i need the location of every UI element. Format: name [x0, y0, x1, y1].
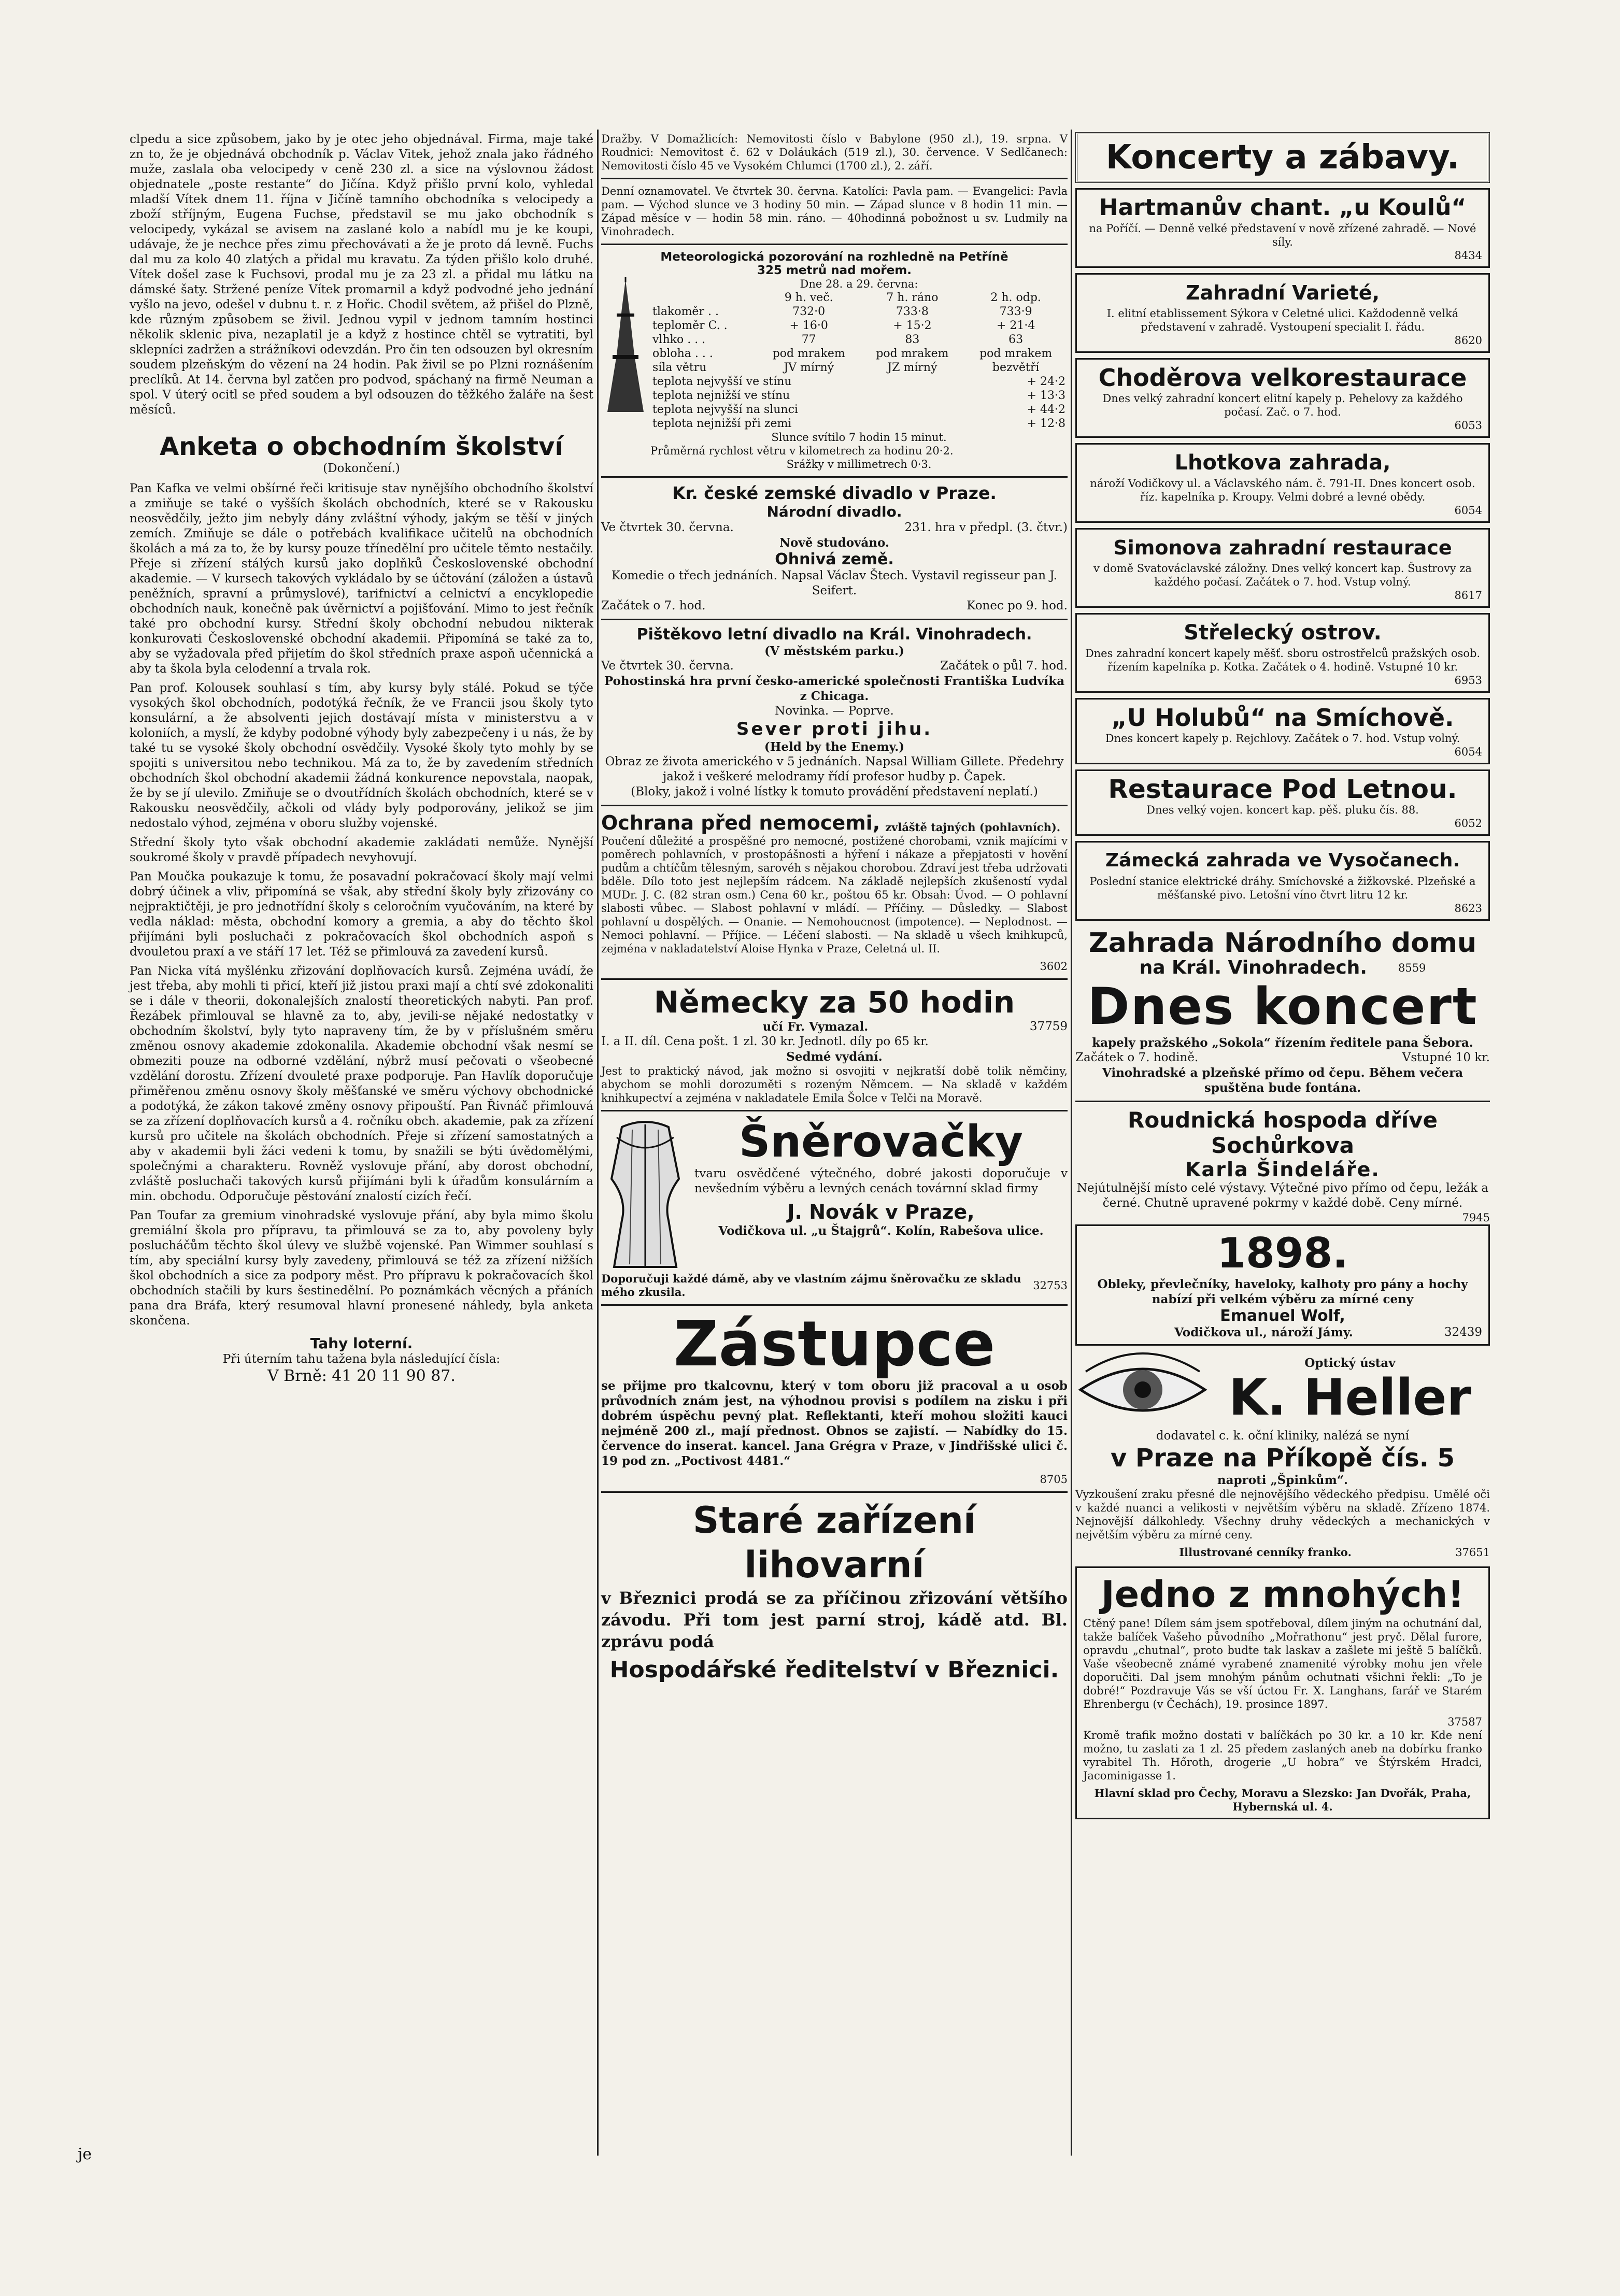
margin-mark: je — [78, 2145, 92, 2163]
lihovar-ad — [601, 1498, 1068, 1684]
zahrada-number: 8559 — [1398, 961, 1426, 974]
pistek-new: Novinka. — Poprve. — [775, 704, 894, 718]
nemecky-author: učí Fr. Vymazal. — [762, 1020, 869, 1034]
jedno-title: Jedno z mnohých! — [1101, 1573, 1465, 1616]
heller-text: Vyzkoušení zraku přesné dle nejnovějšího vědeckého předpisu. Umělé oči v každé nuanci a velikosti v největším výběru na skladě. Zřízeno 1874. Nejnovější dálkohledy. Všechny druhy vědeckých a mechanických v největším výběru za mírné ceny. — [1075, 1488, 1490, 1541]
concert-ad — [1075, 358, 1490, 438]
corset-icon — [601, 1117, 689, 1272]
meteo-row: obloha . . . pod mrakem pod mrakem pod mrakem — [652, 347, 1053, 360]
theatre-listing — [601, 483, 1068, 614]
theatre-end: Konec po 9. hod. — [967, 599, 1068, 612]
wolf-text: Obleky, převlečníky, haveloky, kalhoty pro pány a hochy nabízí při velkém výběru za mírné ceny — [1097, 1277, 1468, 1306]
roudnicka-ad — [1075, 1107, 1490, 1224]
concert-ad-text: Dnes zahradní koncert kapely měšť. sboru ostrostřelců pražských osob. řízením kapelníka p. Kotka. Začátek o 4. hodině. Vstupné 10 kr. — [1085, 647, 1481, 673]
lihovar-text: v Březnici prodá se za příčinou zřizování většího závodu. Při tom jest parní stroj, kádě atd. Bl. zprávu podá — [601, 1588, 1068, 1651]
heller-subtitle: dodavatel c. k. oční kliniky, nalézá se nyní — [1156, 1429, 1410, 1443]
pistek-play: Sever proti jihu. — [736, 719, 933, 739]
zahrada-title: Zahrada Národního domu — [1088, 928, 1476, 959]
zastupce-ad — [601, 1308, 1068, 1486]
nemecky-text: Jest to praktický návod, jak možno si osvojiti v nejkratší době tolik němčiny, abychom se mohli dorozuměti s rozeným Němcem. — Na skladě v každém knihkupectví a zejména v nakladatele Emila Šolce v Telči na Moravě. — [601, 1065, 1068, 1104]
meteo-extra-row: teplota nejvyšší na slunci + 44·2 — [652, 403, 1065, 416]
zahrada-fee: Vstupné 10 kr. — [1402, 1051, 1490, 1064]
jedno-ad — [1075, 1566, 1490, 1819]
concert-ad-text: I. elitní etablissement Sýkora v Celetné ulici. Každodenně velká představení v zahradě. Vystoupení specialit I. řádu. — [1106, 307, 1459, 333]
heller-ad — [1075, 1351, 1490, 1559]
concert-ad-text: Dnes velký vojen. koncert kap. pěš. pluku čís. 88. — [1146, 804, 1419, 816]
meteo-row: teploměr C. . + 16·0 + 15·2 + 21·4 — [652, 319, 1035, 332]
heller-catalogue: Illustrované cenníky franko. — [1179, 1546, 1352, 1559]
heller-name: K. Heller — [1229, 1368, 1471, 1427]
concert-ad-number: 6953 — [1454, 674, 1482, 687]
meteo-col-head: 2 h. odp. — [990, 291, 1041, 304]
meteo-row: síla větru JV mírný JZ mírný bezvětří — [652, 361, 1040, 374]
wolf-ad — [1075, 1224, 1490, 1346]
lihovar-signer: Hospodářské ředitelství v Březnici. — [609, 1657, 1059, 1683]
heller-address: v Praze na Příkopě čís. 5 — [1110, 1444, 1455, 1473]
concert-ad-title: Zámecká zahrada ve Vysočanech. — [1105, 850, 1460, 871]
concert-ad-title: Lhotkova zahrada, — [1174, 451, 1391, 475]
zahrada-start: Začátek o 7. hodině. — [1075, 1051, 1199, 1064]
theatre-performance: 231. hra v předpl. (3. čtvr.) — [904, 521, 1068, 534]
concert-ad-title: Restaurace Pod Letnou. — [1108, 774, 1457, 804]
zahrada-big: Dnes koncert — [1087, 977, 1478, 1036]
nemecky-title: Německy za 50 hodin — [653, 985, 1015, 1020]
meteo-extra-row: teplota nejnižší při zemi + 12·8 — [652, 417, 1065, 430]
nemecky-ad — [601, 985, 1068, 1105]
pistek-date: Ve čtvrtek 30. června. — [601, 659, 734, 673]
snerovacky-title: Šněrovačky — [738, 1116, 1024, 1167]
wolf-name: Emanuel Wolf, — [1220, 1307, 1345, 1325]
pistek-subtitle: (V městském parku.) — [764, 644, 904, 658]
lottery-text: Při úterním tahu tažena byla následující čísla: — [222, 1352, 501, 1366]
article-paragraph: Pan Nicka vítá myšlénku zřizování doplňovacích kursů. Zejména uvádí, že jest třeba, aby mohli ti přicí, kteří již jistou praxi mají a chtí své zdokonaliti se i dále v theorii, dokonalejších znalostí theoretických nabyti. Pan prof. Řezábek přimlouval se hlavně za to, aby, jevili-se nějaké nedostatky v obchodním školství, byly tyto napraveny tím, že by v příslušném směru změnou osnovy akademie zdokonalila. Akademie obchodní však nesmí se obmeziti pouze na odborné vzdělání, nýbrž musí pečovati o všeobecné vzdělání dorostu. Zřízení dvouleté praxe podporuje. Pan Havlík doporučuje přiměřenou změnu osnovy školy měšťanské ve směru výchovy obchodnické a podotýká, že zákon takové změny osnovy připouští. Pan Řivnáč přimlouvá se za zřízení doplňovacích kursů a 4. ročníku obch. akademie, pak za zřízení kursů pro učitele na školách obchodních. Přeje si zřízení samostatných a aby v akademii byli žáci vedeni k tomu, by snažili se býti úvědomělými, společnými a charakteru. Rovněž vyslovuje přání, aby dorost obchodní, zvláště posluchači takových kursů přijímáni byli k úřadům konsulárním a min. obchodu. Odporučuje pěstování znalostí cizích řečí. — [130, 964, 593, 1203]
meteo-row: vlhko . . . 77 83 63 — [652, 333, 1024, 346]
article-paragraph: Pan prof. Kolousek souhlasí s tím, aby kursy byly stálé. Pokud se týče vysokých škol obchodních, podotýká řečník, že ve Francii jsou školy tyto konsulární, a že absolventi jejich dostávají místa v ministerstvu a v koloniích, a myslí, že kdyby podobné výhody byly zabezpečeny i u nás, že by také tu se vysoké školy obchodní osvědčily. Vysoké školy tyto mohly by se spojiti s universitou nebo technikou. Má za to, že by zavedením středních obchodních škol obchodní akademii žádná konkurence nepovstala, naopak, že by se jí ulevilo. Zmiňuje se o dvoutřídních školách obchodních, které se v Rakousku neosvědčily, ačkoli od vlády byly podporovány, jelikož se jim nedostalo výhod, zejména v oboru služby vojenské. — [130, 681, 593, 830]
concert-ad-text: Poslední stanice elektrické dráhy. Smíchovské a žižkovské. Plzeňské a měšťanské pivo. Letošní víno čtvrt litru 12 kr. — [1089, 875, 1476, 901]
roudnicka-owner: Karla Šindeláře. — [1185, 1158, 1380, 1181]
article-paragraph: Pan Toufar za gremium vinohradské vyslovuje přání, aby byla mimo školu gremiální škola pro přípravu, ta přimlouvá se za to, aby povoleny byly poslucháčům těchto škol úlevy ve službě vojenské. Pan Wimmer souhlasí s tím, aby speciální kursy byly zavedeny, přimlouvá se též za zřízení nižších škol obchodních a sice za podpory měst. Pro přípravu k pokračovacích škol obchodních stačili by kurs šestinedělní. Po poznámkách věcných a přáních pana dra Bráfa, který resumoval hlavní pronesené náhledy, byla anketa skončena. — [130, 1209, 593, 1328]
concert-ad-text: v domě Svatováclavské záložny. Dnes velký koncert kap. Šustrovy za každého počasí. Začátek o 7. hod. Vstup volný. — [1093, 562, 1472, 588]
concert-ad — [1075, 613, 1490, 693]
pistek-note: (Bloky, jakož i volné lístky k tomuto provádění představení neplatí.) — [631, 785, 1038, 798]
nemecky-edition: Sedmé vydání. — [786, 1050, 883, 1064]
concert-ad-text: Dnes koncert kapely p. Rejchlovy. Začátek o 7. hod. Vstup volný. — [1105, 732, 1460, 745]
auctions-notice: Dražby. V Domažlicích: Nemovitosti číslo v Babylone (950 zl.), 19. srpna. V Roudnici: Nemovitost č. 62 v Doláukách (519 zl.), 30. července. V Sedlčanech: Nemovitosti číslo 45 ve Vysokém Chlumci (1700 zl.), 2. září. — [601, 133, 1068, 172]
meteo-extra-row: teplota nejnižší ve stínu + 13·3 — [652, 389, 1065, 402]
concert-ad — [1075, 273, 1490, 353]
concert-ad-number: 8620 — [1454, 334, 1482, 347]
concert-ad-title: Hartmanův chant. „u Koulů“ — [1099, 194, 1467, 221]
snerovacky-note: Doporučuji každé dámě, aby ve vlastním zájmu šněrovačku ze skladu mého zkusila. — [601, 1272, 1021, 1299]
wolf-number: 32439 — [1444, 1325, 1482, 1339]
concert-ad-number: 6052 — [1454, 817, 1482, 830]
concert-ad-number: 8617 — [1454, 589, 1482, 602]
meteo-date: Dne 28. a 29. června: — [800, 278, 918, 290]
concert-ad — [1075, 841, 1490, 921]
theatre-subtitle: Národní divadlo. — [766, 503, 902, 520]
zahrada-beer: Vinohradské a plzeňské přímo od čepu. Během večera spuštěna bude fontána. — [1102, 1066, 1463, 1095]
meteo-sun: Slunce svítilo 7 hodin 15 minut. — [771, 431, 947, 444]
jedno-sklad: Hlavní sklad pro Čechy, Moravu a Slezsko: Jan Dvořák, Praha, Hybernská ul. 4. — [1094, 1787, 1471, 1813]
concert-ad-text: Dnes velký zahradní koncert elitní kapely p. Pehelovy za každého počasí. Zač. o 7. hod. — [1102, 392, 1463, 418]
roudnicka-title: Roudnická hospoda dříve Sochůrkova — [1128, 1107, 1438, 1158]
zahrada-text: kapely pražského „Sokola“ řízením ředitele pana Šebora. — [1092, 1036, 1473, 1050]
concert-ad-number: 8434 — [1454, 249, 1482, 262]
daily-notice: Denní oznamovatel. Ve čtvrtek 30. června. Katolíci: Pavla pam. — Evangelici: Pavla pam. — Východ slunce ve 3 hodiny 50 min. — Západ slunce v 8 hodin 11 min. — Západ měsíce v — hodin 58 min. ráno. — 40hodinná pobožnost u sv. Ludmily na Vinohradech. — [601, 185, 1068, 238]
lottery-numbers: V Brně: 41 20 11 90 87. — [267, 1367, 456, 1385]
snerovacky-ad — [601, 1117, 1068, 1299]
concert-ad-title: Simonova zahradní restaurace — [1113, 536, 1452, 559]
heller-label: Optický ústav — [1304, 1356, 1396, 1370]
zastupce-text: se přijme pro tkalcovnu, který v tom oboru již pracoval a u osob průvodních znám jest, na výhodnou provisi s podílem na zisku i při dobrém úspěchu pevný plat. Reflektanti, kteří mohou složiti kauci nejméně 200 zl., mají přednost. Obnos se zajistí. — Nabídky do 15. července do inserat. kancel. Jana Grégra v Praze, v Jindřišské ulici č. 19 pod zn. „Poctivost 4481.“ — [601, 1379, 1068, 1468]
concert-ad-title: „U Holubů“ na Smíchově. — [1111, 704, 1454, 732]
meteo-wind: Průměrná rychlost větru v kilometrech za hodinu 20·2. — [650, 445, 954, 457]
zastupce-title: Zástupce — [673, 1308, 996, 1380]
koncerty-title: Koncerty a zábavy. — [1105, 138, 1460, 177]
meteo-title: Meteorologická pozorování na rozhledně na Petříně — [660, 250, 1008, 264]
heller-number: 37651 — [1455, 1546, 1490, 1559]
article-subheading: (Dokončení.) — [323, 462, 400, 475]
theatre-note: Nově studováno. — [779, 536, 890, 550]
zahrada-ad — [1075, 929, 1490, 1095]
zahrada-subtitle: na Král. Vinohradech. — [1139, 957, 1367, 978]
heller-address-2: naproti „Špinkům“. — [1217, 1473, 1348, 1487]
roudnicka-text: Nejútulnější místo celé výstavy. Výtečné pivo přímo od čepu, ležák a černé. Chutně upravené pokrmy v každé době. Ceny mírné. — [1076, 1181, 1489, 1210]
eye-icon — [1075, 1351, 1210, 1429]
concert-ad — [1075, 698, 1490, 764]
lihovar-title: Staré zařízení lihovarní — [692, 1499, 976, 1586]
column-divider-1 — [597, 130, 599, 2156]
meteo-section — [601, 250, 1068, 471]
zastupce-number: 8705 — [1040, 1473, 1068, 1486]
theatre-description: Komedie o třech jednáních. Napsal Václav Štech. Vystavil regisseur pan J. Seifert. — [611, 569, 1058, 597]
lottery-title: Tahy loterní. — [310, 1335, 413, 1352]
article-paragraph: Střední školy tyto však obchodní akademie zakládati nemůže. Nynější soukromé školy v pravdě případech nevyhovují. — [130, 836, 593, 864]
roudnicka-number: 7945 — [1462, 1211, 1490, 1224]
column-3 — [1075, 132, 1490, 1824]
concert-ad-number: 6054 — [1454, 746, 1482, 758]
pistek-play-english: (Held by the Enemy.) — [764, 740, 905, 754]
concert-ad-title: Střelecký ostrov. — [1184, 621, 1382, 645]
ochrana-text: Poučení důležité a prospěšné pro nemocné, postižené chorobami, vznik majícími v poměrech pohlavních, v prostopášnosti a hýření i nákaze a přepjatosti v hovění pudům a chtíčům tělesným, sarovéh s nějakou chorobou. Zdraví jest třeba udržovati bděle. Dílo toto jest nejlepším rádcem. Na základě nejlepších zkušeností vydal MUDr. J. C. (82 stran osm.) Cena 60 kr., poštou 65 kr. Obsah: Úvod. — O pohlavní slabosti vůbec. — Slabost pohlavní v mládí. — Příčiny. — Důsledky. — Slabost pohlavní u dospělých. — Onanie. — Nemohoucnost (impotence). — Neplodnost. — Nemoci pohlavní. — Příjice. — Léčení slabosti. — Na skladě u všech knihkupců, zejména v nakladatelství Aloise Hynka v Praze, Celetná ul. II. — [601, 835, 1068, 955]
pistek-description: Obraz ze života amerického v 5 jednáních. Napsal William Gillete. Předehry jakož i veškeré melodramy řídí profesor hudby p. Čapek. — [605, 755, 1064, 783]
ochrana-title-2: zvláště tajných (pohlavních). — [885, 821, 1061, 834]
ochrana-title: Ochrana před nemocemi, — [601, 811, 880, 834]
column-divider-2 — [1071, 130, 1072, 2156]
wolf-address: Vodičkova ul., nároží Jámy. — [1174, 1325, 1353, 1339]
meteo-row: tlakoměr . . 732·0 733·8 733·9 — [652, 305, 1032, 318]
theatre-date: Ve čtvrtek 30. června. — [601, 521, 734, 534]
jedno-text: Ctěný pane! Dílem sám jsem spotřeboval, dílem jiným na ochutnání dal, takže balíček Vašeho původního „Mořrathonu“ jest pryč. Dělal furore, opravdu „chutnal“, proto budte tak laskav a zašlete mi ještě 5 balíčků. Vaše všeobecně známé vyrabené znamenité výrobky mohu jen vřele doporučiti. Dal jsem mnohým pánům ochutnati všichni řekli: „To je dobré!“ Pozdravuje Vás se vší úctou Fr. X. Langhans, farář ve Starém Ehrenbergu (v Čechách), 19. prosince 1897. — [1083, 1617, 1482, 1710]
snerovacky-address: Vodičkova ul. „u Štajgrů“. Kolín, Rabešova ulice. — [718, 1224, 1044, 1238]
concert-ad-number: 6054 — [1454, 504, 1482, 517]
pistek-theatre-listing — [601, 625, 1068, 800]
article-intro: clpedu a sice způsobem, jako by je otec jeho objednával. Firma, maje také zn to, že je objednává obchodník p. Václav Vitek, jehož znala jako řádného muže, zaslala oba velocipedy v ceně 230 zl. a sice na výslovnou žádost objednatele „poste restante“ do Jičína. Když přišlo první kolo, vyhledal mladší Vítek dnem 11. října v Jičíně tamního obchodníka s velocipedy a zboží stříjným, Eugena Fuchse, představil se mu jako obchodník s velocipedy, vykázal se avisem na zaslané kolo a nabídl mu je ke koupi, udávaje, že je nechce přes zimu přechovávati a že je proto dá levně. Fuchs dal mu za kolo 40 zlatých a přidal mu kravatu. Za týden přišlo kolo druhé. Vítek došel zase k Fuchsovi, prodal mu je za 23 zl. a přidal mu látku na dámské šaty. Stržené peníze Vítek promarnil a když podvodné jeho jednání vyšlo na jevo, odešel v dubnu t. r. z Hořic. Chodil světem, až přišel do Plzně, kde různým způsobem se živil. Jednou vypil v jednom tamním hostinci několik sklenic piva, nezaplatil je a když z hostince chtěl se vytratiti, byl sklepníci zadržen a strážníkovi odevzdán. Pro čin ten odsouzen byl okresním soudem plzeňským do vězení na 24 hodin. Pak živil se po Plzni roznášením preclíků. At 14. června byl zatčen pro podvod, spáchaný na firmě Neuman a spol. V úterý ocitl se před soudem a byl odsouzen do těžkého žaláře na šest měsíců. — [130, 133, 593, 417]
concert-ad-title: Choděrova velkorestaurace — [1098, 364, 1467, 392]
pistek-start: Začátek o půl 7. hod. — [940, 659, 1068, 673]
concert-ad — [1075, 769, 1490, 836]
concert-ad — [1075, 443, 1490, 523]
concert-ad-text: nároží Vodičkovy ul. a Václavského nám. č. 791-II. Dnes koncert osob. říz. kapelníka p. Kroupy. Velmi dobré a levné obědy. — [1090, 477, 1475, 503]
pistek-title: Pištěkovo letní divadlo na Král. Vinohradech. — [636, 625, 1032, 644]
article-paragraph: Pan Kafka ve velmi obšírné řeči kritisuje stav nynějšího obchodního školství a zmiňuje se také o vyšších školách obchodních, které se v Rakousku neosvědčily, ježto jim nebyly dány zvláštní výhody, jakým se těší v jiných zemích. Zmiňuje se dále o potřebách kvalifikace učitelů na obchodních školách a má za to, že by kursy pouze třínedělní pro učitele těmto nestačily. Přeje si zřízení stálých kursů jako doplňků Československé obchodní akademie. — V kursech takových vykládalo by se účtování (záložen a ústavů peněžních, spravní a průmyslové), tarifnictví a celnictví a encyklopedie obchodních nauk, konečně pak úvěrnictví a pojišťování. Mimo to jest řečník také pro obchodní kursy. Střední školy obchodní nebudou nikterak konkurovati Československé obchodní akademii. Připomíná se také za to, aby se vyžadovala před přijetím do škol středních praxe aspoň učennická a aby ta škola byla celodenní a trvala rok. — [130, 482, 593, 676]
column-2 — [601, 132, 1068, 1684]
meteo-table — [650, 291, 1068, 431]
concert-ad-number: 6053 — [1454, 419, 1482, 432]
jedno-number: 37587 — [1447, 1716, 1482, 1728]
snerovacky-text: tvaru osvědčené výtečného, dobré jakosti doporučuje v nevšedním výběru a levných cenách továrnní sklad firmy — [694, 1167, 1068, 1195]
meteo-subtitle: 325 metrů nad mořem. — [757, 264, 912, 277]
snerovacky-number: 32753 — [1033, 1279, 1068, 1292]
nemecky-parts: I. a II. díl. Cena pošt. 1 zl. 30 kr. Jednotl. díly po 65 kr. — [601, 1035, 929, 1048]
meteo-rain: Srážky v millimetrech 0·3. — [786, 458, 932, 470]
theatre-title: Kr. české zemské divadlo v Praze. — [672, 483, 997, 503]
ochrana-number: 3602 — [1040, 960, 1068, 973]
concert-ad-number: 8623 — [1454, 902, 1482, 915]
nemecky-number: 37759 — [1029, 1020, 1068, 1033]
theatre-play: Ohnivá země. — [775, 550, 894, 568]
meteo-col-head: 9 h. več. — [784, 291, 833, 304]
article-heading: Anketa o obchodním školství — [160, 432, 563, 461]
meteo-extra-row: teplota nejvyšší ve stínu + 24·2 — [652, 375, 1065, 388]
meteo-col-head: 7 h. ráno — [886, 291, 939, 304]
snerovacky-firm: J. Novák v Praze, — [787, 1201, 975, 1223]
theatre-start: Začátek o 7. hod. — [601, 599, 706, 612]
article-paragraph: Pan Moučka poukazuje k tomu, že posavadní pokračovací školy mají velmi dobrý účinek a vliv, připomíná se však, aby střední školy byly zřizovány co nejpraktičtěji, je pro jednotřídní školy s celoročním vyučováním, na které by vedla náklad: města, obchodní komory a gremia, a aby do těchto škol přijímáni byli posluchači z pokračovacích škol obchodních aspoň s dvouletou praxí a ve stáří 17 let. Též se přimlouvá za zavedení kursů. — [130, 870, 593, 959]
wolf-year: 1898. — [1217, 1229, 1348, 1277]
column-1 — [130, 132, 593, 1385]
concert-ad-text: na Poříčí. — Denně velké představení v nově zřízené zahradě. — Nové síly. — [1089, 222, 1476, 248]
ochrana-ad — [601, 811, 1068, 973]
jedno-text-2: Kromě trafik možno dostati v balíčkách po 30 kr. a 10 kr. Kde není možno, tu zaslati za 1 zl. 25 předem zaslaných aneb na dobírku franko vyrabitel Th. Hőroth, drogerie „U hobra“ ve Štýrském Hradci, Jacominigasse 1. — [1083, 1729, 1482, 1782]
petrin-tower-icon — [601, 277, 650, 417]
pistek-guest: Pohostinská hra první česko-americké společnosti Františka Ludvíka z Chicaga. — [604, 674, 1065, 703]
concert-ad-title: Zahradní Varieté, — [1185, 281, 1380, 304]
concert-ad — [1075, 188, 1490, 268]
concert-ad — [1075, 528, 1490, 608]
